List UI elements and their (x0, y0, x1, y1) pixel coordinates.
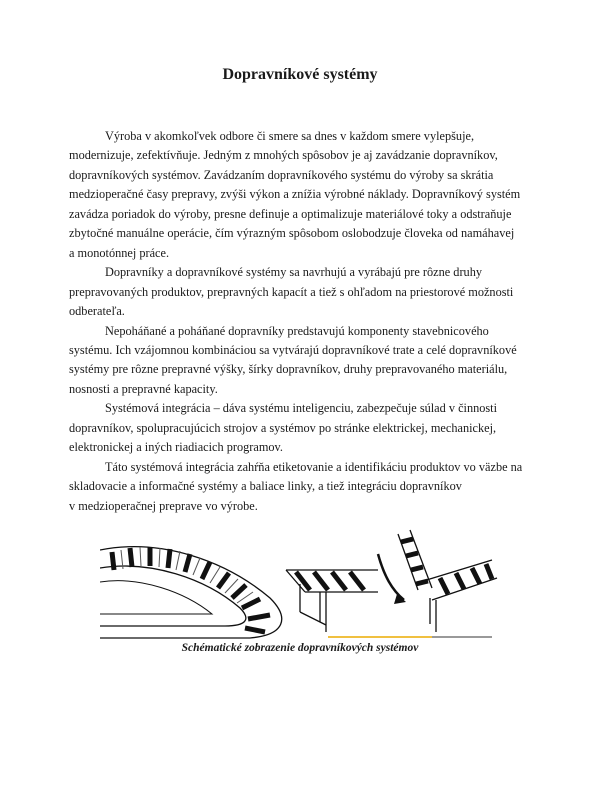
text-line: elektronickej a iných riadiacich programov. (69, 440, 283, 455)
body-text (69, 127, 537, 516)
text-line: systémy pre rôzne prepravné výšky, šírky dopravníkov, druhy prepravovaného materiálu, (69, 362, 508, 377)
page-title: Dopravníkové systémy (222, 66, 378, 83)
figure-caption: Schématické zobrazenie dopravníkových systémov (181, 642, 419, 654)
text-line: Dopravníky a dopravníkové systémy sa navrhujú a vyrábajú pre rôzne druhy (105, 265, 482, 280)
straight-conveyor-drawing (286, 570, 378, 632)
text-line: zavádza poriadok do výroby, presne definuje a optimalizuje materiálové toky a odstraňuje (69, 206, 512, 221)
text-line: nosnosti a prepravné kapacity. (69, 381, 218, 396)
paragraph-intro (69, 127, 537, 263)
text-line: v medzioperačnej preprave vo výrobe. (69, 498, 258, 513)
text-line: dopravníkových systémov. Zavádzaním dopravníkového systému do výroby sa skrátia (69, 167, 494, 182)
text-line: Nepoháňané a poháňané dopravníky predstavujú komponenty stavebnicového (105, 323, 489, 338)
conveyor-illustration (0, 520, 600, 650)
text-line: Táto systémová integrácia zahŕňa etiketovanie a identifikáciu produktov vo väzbe na (105, 459, 523, 474)
text-line: Systémová integrácia – dáva systému inteligenciu, zabezpečuje súlad v činnosti (105, 401, 498, 416)
text-line: systému. Ich vzájomnou kombináciou sa vytvárajú dopravníkové trate a celé dopravníkové (69, 342, 517, 357)
text-line: medzioperačné časy prepravy, zvýši výkon a znížia výrobné náklady. Dopravníkový systém (69, 187, 521, 202)
conveyor-illustration-svg (0, 520, 600, 650)
text-line: Výroba v akomkoľvek odbore či smere sa dnes v každom smere vylepšuje, (105, 129, 475, 143)
curved-conveyor-drawing (100, 547, 282, 638)
text-line: prepravovaných produktov, prepravných kapacít a tiež s ohľadom na priestorové možnosti (69, 284, 514, 299)
text-line: a monotónnej práce. (69, 245, 170, 260)
text-line: odberateľa. (69, 304, 125, 319)
text-line: zbytočné manuálne operácie, čím výrazným spôsobom oslobodzuje človeka od namáhavej (69, 226, 515, 241)
paragraph-components (69, 322, 537, 400)
text-line: dopravníkov, spolupracujúcich strojov a systémov po stránke elektrickej, mechanickej, (69, 420, 497, 435)
tilting-conveyor-drawing (378, 530, 497, 632)
text-line: modernizuje, zefektívňuje. Jedným z mnohých spôsobov je aj zavádzanie dopravníkov, (69, 148, 498, 163)
text-line: skladovacie a informačné systémy a baliace linky, a tiež integráciu dopravníkov (69, 479, 462, 494)
paragraph-design (69, 263, 537, 321)
paragraph-labeling (69, 458, 537, 516)
paragraph-integration (69, 399, 537, 457)
